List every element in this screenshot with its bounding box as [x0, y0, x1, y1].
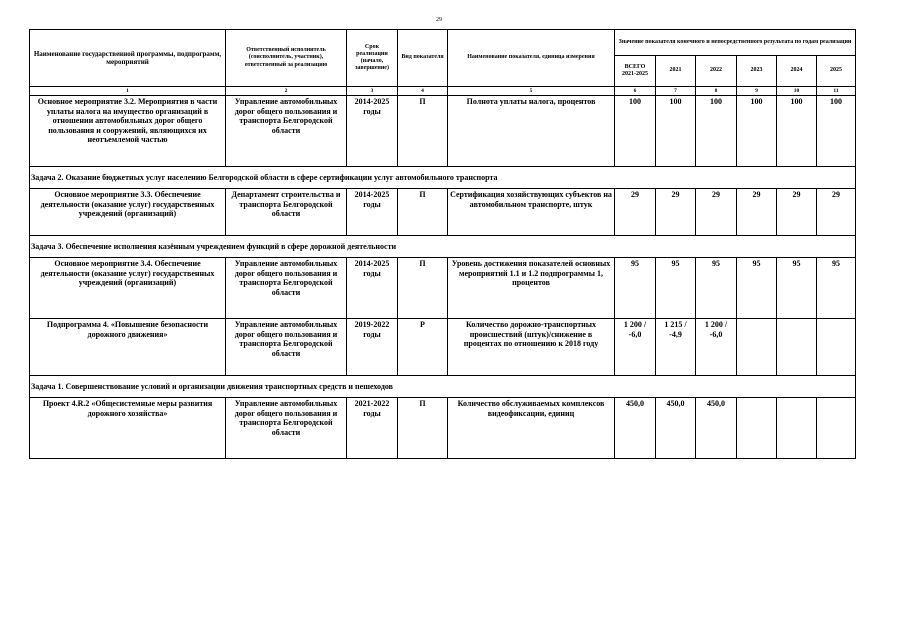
header-executor: Ответственный исполнитель (соисполнитель, участник), ответственный за реализацию	[226, 30, 347, 87]
row-value-2023: 100	[737, 96, 777, 167]
row-indicator: Количество дорожно-транспортных происшествий (штук)/снижение в процентах по отношению к 2018 году	[448, 319, 615, 376]
column-number: 7	[656, 87, 696, 96]
column-number: 8	[696, 87, 737, 96]
row-value-2021: 100	[656, 96, 696, 167]
table-row	[30, 319, 856, 376]
row-executor: Управление автомобильных дорог общего пользования и транспорта Белгородской области	[226, 398, 347, 459]
row-value-2023: 95	[737, 258, 777, 319]
row-kind: П	[398, 258, 448, 319]
table-row	[30, 96, 856, 167]
column-number: 3	[347, 87, 398, 96]
row-program-name: Основное мероприятие 3.2. Мероприятия в части уплаты налога на имущество организаций в отношении автомобильных дорог общего пользования и сооружений, являющихся их неотъемлемой частью	[30, 96, 226, 167]
task-title: Задача 1. Совершенствование условий и организации движения транспортных средств и пешеходов	[30, 376, 856, 398]
row-executor: Управление автомобильных дорог общего пользования и транспорта Белгородской области	[226, 96, 347, 167]
column-number: 2	[226, 87, 347, 96]
row-value-total: 1 200 / -6,0	[615, 319, 656, 376]
task-title: Задача 3. Обеспечение исполнения казённым учреждением функций в сфере дорожной деятельности	[30, 236, 856, 258]
row-kind: П	[398, 398, 448, 459]
row-kind: П	[398, 96, 448, 167]
header-values-group: Значение показателя конечного и непосредственного результата по годам реализации	[615, 30, 856, 56]
row-value-2025: 95	[817, 258, 856, 319]
row-indicator: Уровень достижения показателей основных мероприятий 1.1 и 1.2 подпрограммы 1, процентов	[448, 258, 615, 319]
row-value-2022: 29	[696, 189, 737, 236]
row-indicator: Сертификация хозяйствующих субъектов на автомобильном транспорте, штук	[448, 189, 615, 236]
row-value-2024: 100	[777, 96, 817, 167]
row-value-2025: 100	[817, 96, 856, 167]
column-number: 1	[30, 87, 226, 96]
row-value-total: 100	[615, 96, 656, 167]
table-row	[30, 398, 856, 459]
row-period: 2014-2025 годы	[347, 258, 398, 319]
row-period: 2019-2022 годы	[347, 319, 398, 376]
row-value-2023	[737, 319, 777, 376]
task-title: Задача 2. Оказание бюджетных услуг населению Белгородской области в сфере сертификации услуг автомобильного транспорта	[30, 167, 856, 189]
row-value-2023: 29	[737, 189, 777, 236]
column-number: 10	[777, 87, 817, 96]
indicators-table	[29, 29, 856, 459]
row-indicator: Полнота уплаты налога, процентов	[448, 96, 615, 167]
header-year-2021: 2021	[656, 56, 696, 87]
row-value-2025	[817, 319, 856, 376]
row-value-2024	[777, 398, 817, 459]
row-value-2022: 95	[696, 258, 737, 319]
row-executor: Департамент строительства и транспорта Белгородской области	[226, 189, 347, 236]
row-value-2022: 1 200 / -6,0	[696, 319, 737, 376]
table-row	[30, 189, 856, 236]
row-kind: П	[398, 189, 448, 236]
row-value-2024: 95	[777, 258, 817, 319]
row-value-2021: 450,0	[656, 398, 696, 459]
row-program-name: Основное мероприятие 3.3. Обеспечение деятельности (оказание услуг) государственных учреждений (организаций)	[30, 189, 226, 236]
row-period: 2014-2025 годы	[347, 189, 398, 236]
row-value-2022: 100	[696, 96, 737, 167]
row-program-name: Основное мероприятие 3.4. Обеспечение деятельности (оказание услуг) государственных учреждений (организаций)	[30, 258, 226, 319]
row-value-total: 450,0	[615, 398, 656, 459]
column-number: 4	[398, 87, 448, 96]
row-value-2024	[777, 319, 817, 376]
column-number: 9	[737, 87, 777, 96]
row-value-2021: 29	[656, 189, 696, 236]
row-value-2023	[737, 398, 777, 459]
row-period: 2021-2022 годы	[347, 398, 398, 459]
task-row	[30, 167, 856, 189]
header-kind: Вид показателя	[398, 30, 448, 87]
page-number: 29	[436, 17, 442, 23]
column-number: 5	[448, 87, 615, 96]
header-year-2025: 2025	[817, 56, 856, 87]
header-period: Срок реализации (начало, завершение)	[347, 30, 398, 87]
row-value-2021: 95	[656, 258, 696, 319]
row-program-name: Проект 4.R.2 «Общесистемные меры развития дорожного хозяйства»	[30, 398, 226, 459]
table-row	[30, 258, 856, 319]
header-program: Наименование государственной программы, подпрограмм, мероприятий	[30, 30, 226, 87]
row-indicator: Количество обслуживаемых комплексов видеофиксации, единиц	[448, 398, 615, 459]
row-value-2025	[817, 398, 856, 459]
row-value-2025: 29	[817, 189, 856, 236]
header-year-2023: 2023	[737, 56, 777, 87]
row-period: 2014-2025 годы	[347, 96, 398, 167]
row-value-2021: 1 215 / -4,9	[656, 319, 696, 376]
column-number: 6	[615, 87, 656, 96]
header-indicator: Наименование показателя, единица измерения	[448, 30, 615, 87]
task-row	[30, 236, 856, 258]
row-value-2024: 29	[777, 189, 817, 236]
row-value-total: 29	[615, 189, 656, 236]
header-year-total: ВСЕГО 2021-2025	[615, 56, 656, 87]
task-row	[30, 376, 856, 398]
header-year-2024: 2024	[777, 56, 817, 87]
column-number-row	[30, 87, 856, 96]
row-value-total: 95	[615, 258, 656, 319]
row-executor: Управление автомобильных дорог общего пользования и транспорта Белгородской области	[226, 258, 347, 319]
row-executor: Управление автомобильных дорог общего пользования и транспорта Белгородской области	[226, 319, 347, 376]
column-number: 11	[817, 87, 856, 96]
row-value-2022: 450,0	[696, 398, 737, 459]
row-program-name: Подпрограмма 4. «Повышение безопасности дорожного движения»	[30, 319, 226, 376]
row-kind: Р	[398, 319, 448, 376]
header-year-2022: 2022	[696, 56, 737, 87]
